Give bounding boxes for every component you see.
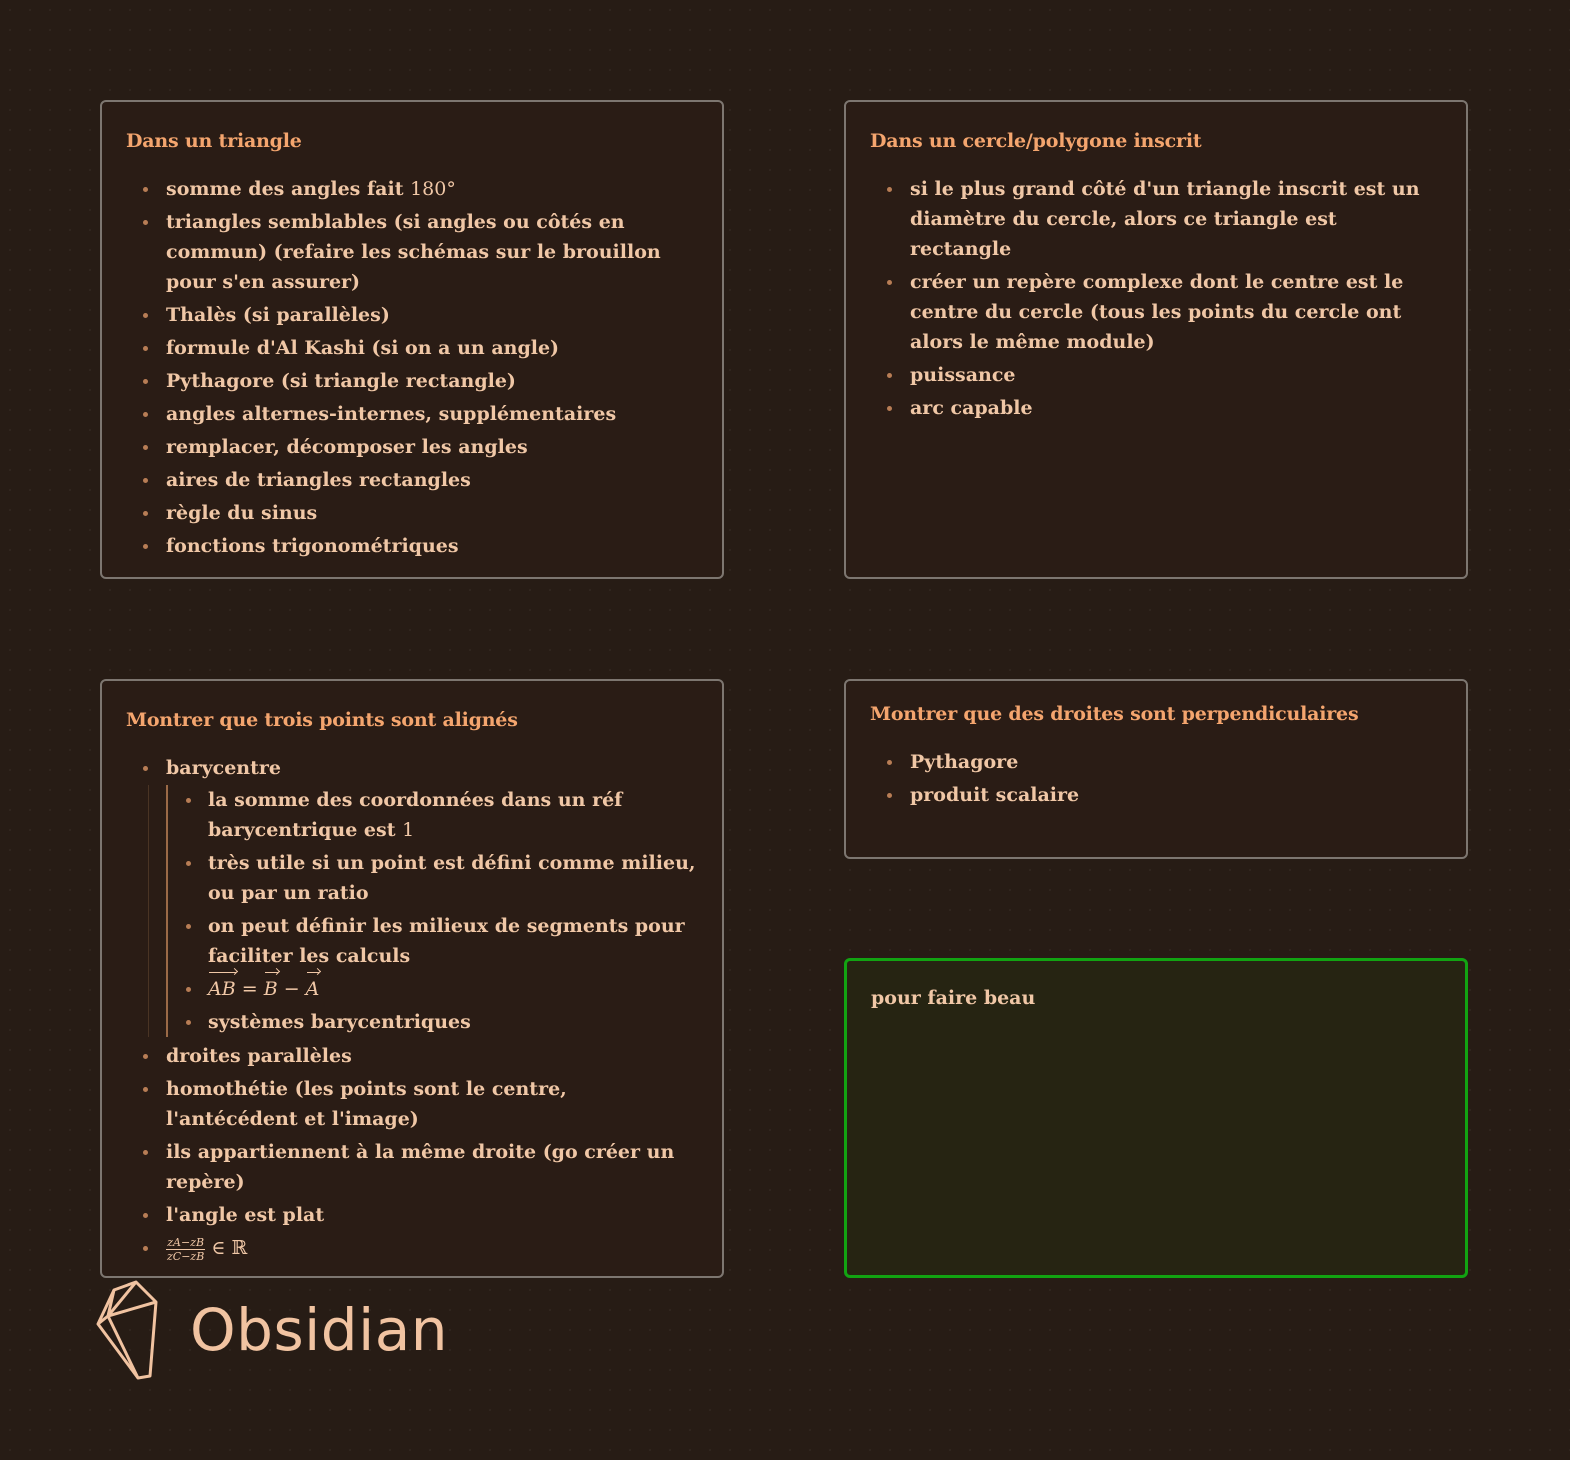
sub-list-item [208,974,698,1004]
math-one: 1 [402,819,415,841]
circle-list [870,174,1442,423]
sub-list-item: la somme des coordonnées dans un réf barycentrique est 1 [208,785,698,845]
list-item: aires de triangles rectangles [166,465,698,495]
list-item: règle du sinus [166,498,698,528]
sub-list-item: on peut définir les milieux de segments pour faciliter les calculs [208,911,698,971]
list-item: Thalès (si parallèles) [166,300,698,330]
card-title: Dans un triangle [126,130,302,152]
perpendicular-list [870,747,1442,810]
list-item: barycentre la somme des coordonnées dans un réf barycentrique est 1 très utile si un point est défini comme milieu, ou par un ratio on peut définir les milieux de segments pour faciliter les calculs AB = B − A systèmes barycentriques [166,753,698,1037]
obsidian-crystal-icon [94,1280,162,1380]
logo-text: Obsidian [190,1296,449,1364]
list-item: somme des angles fait 180° [166,174,698,204]
card-title: Montrer que des droites sont perpendiculaires [870,703,1359,725]
card-text: pour faire beau [871,987,1036,1009]
sub-list-item: systèmes barycentriques [208,1007,698,1037]
list-item: l'angle est plat [166,1200,698,1230]
list-item: arc capable [910,393,1442,423]
card-aligned[interactable] [100,679,724,1278]
list-item: $\frac{zA-zB}{zC-zB}$ ∈ ℝ [166,1233,698,1263]
card-title: Montrer que trois points sont alignés [126,709,518,731]
list-item: créer un repère complexe dont le centre est le centre du cercle (tous les points du cercle ont alors le même module) [910,267,1442,357]
list-item: angles alternes-internes, supplémentaires [166,399,698,429]
list-item: produit scalaire [910,780,1442,810]
barycentre-sublist [166,785,698,1037]
list-item: Pythagore [910,747,1442,777]
triangle-list [126,174,698,561]
list-item: Pythagore (si triangle rectangle) [166,366,698,396]
card-beau[interactable] [844,958,1468,1278]
list-item: ils appartiennent à la même droite (go créer un repère) [166,1137,698,1197]
vector-equation: AB = B − A [208,978,319,1000]
math-angle: 180° [410,178,456,200]
card-triangle[interactable] [100,100,724,579]
card-title: Dans un cercle/polygone inscrit [870,130,1202,152]
complex-fraction: $\frac{zA-zB}{zC-zB}$ [167,1235,205,1263]
sub-list-item: très utile si un point est défini comme milieu, ou par un ratio [208,848,698,908]
card-circle[interactable] [844,100,1468,579]
list-item: fonctions trigonométriques [166,531,698,561]
list-item: homothétie (les points sont le centre, l'antécédent et l'image) [166,1074,698,1134]
list-item: remplacer, décomposer les angles [166,432,698,462]
list-item: si le plus grand côté d'un triangle inscrit est un diamètre du cercle, alors ce triangle est rectangle [910,174,1442,264]
card-perpendicular[interactable] [844,679,1468,859]
aligned-list [126,753,698,1263]
obsidian-logo [94,1280,448,1380]
list-item: droites parallèles [166,1041,698,1071]
list-item: triangles semblables (si angles ou côtés en commun) (refaire les schémas sur le brouillon pour s'en assurer) [166,207,698,297]
list-item: formule d'Al Kashi (si on a un angle) [166,333,698,363]
list-item: puissance [910,360,1442,390]
